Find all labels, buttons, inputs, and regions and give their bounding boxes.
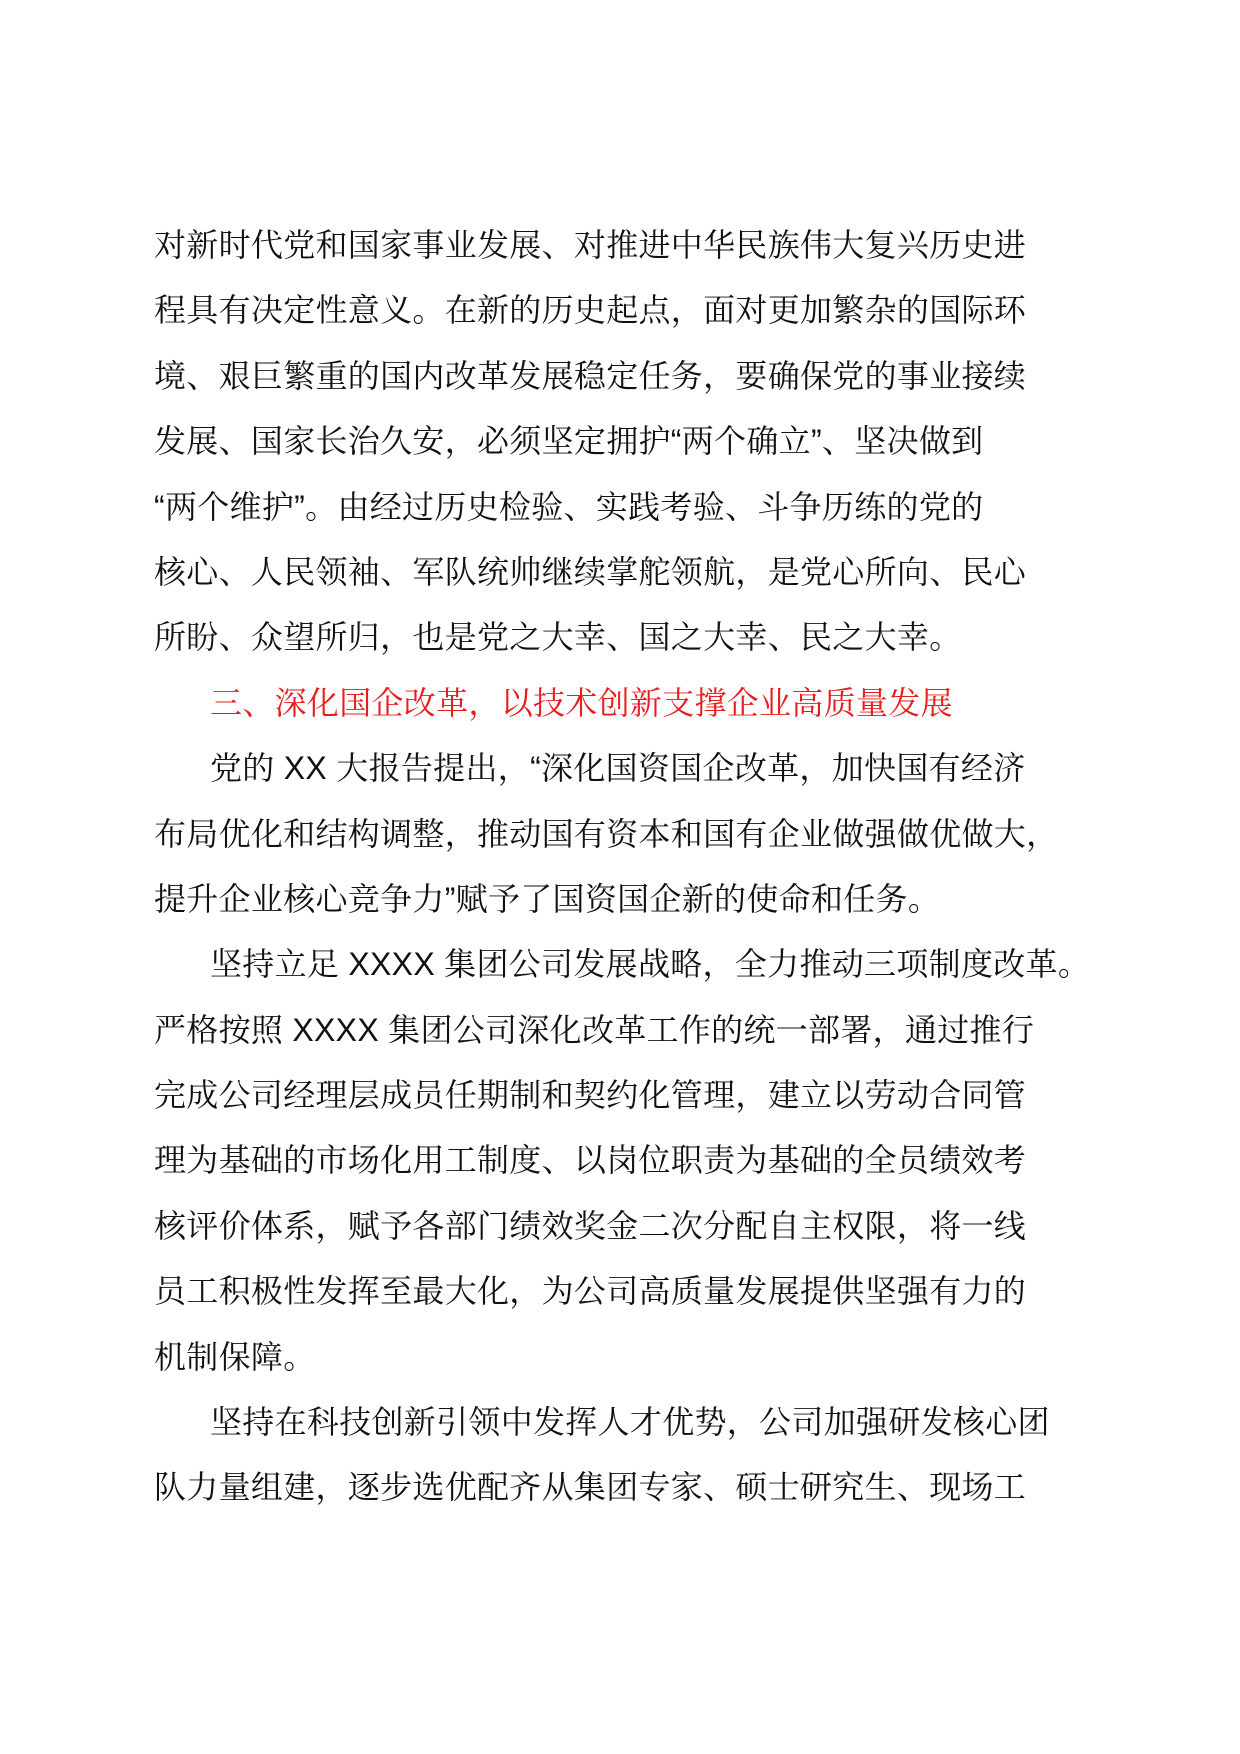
text-line: 队力量组建，逐步选优配齐从集团专家、硕士研究生、现场工 [154,1469,1027,1506]
section-heading-text: 三、深化国企改革，以技术创新支撑企业高质量发展 [210,684,953,721]
text-line: 党的 XX 大报告提出，“深化国资国企改革，加快国有经济 [210,750,1026,787]
text-line: 理为基础的市场化用工制度、以岗位职责为基础的全员绩效考 [154,1142,1027,1179]
text-line: 完成公司经理层成员任期制和契约化管理，建立以劳动合同管 [154,1077,1027,1114]
text-line: 布局优化和结构调整，推动国有资本和国有企业做强做优做大， [154,815,1059,852]
text-line: 程具有决定性意义。在新的历史起点，面对更加繁杂的国际环 [154,292,1027,329]
text-line: 坚持在科技创新引领中发挥人才优势，公司加强研发核心团 [210,1404,1050,1441]
paragraph [154,736,1154,932]
text-line: 员工积极性发挥至最大化，为公司高质量发展提供坚强有力的 [154,1273,1027,1310]
text-line: 对新时代党和国家事业发展、对推进中华民族伟大复兴历史进 [154,227,1027,263]
paragraph [154,213,1154,671]
text-line: 坚持立足 XXXX 集团公司发展战略，全力推动三项制度改革。 [210,946,1091,983]
document-body [154,213,1154,1521]
section-heading [154,671,1154,736]
paragraph [154,1390,1154,1521]
text-line: 机制保障。 [154,1338,316,1375]
text-line: 境、艰巨繁重的国内改革发展稳定任务，要确保党的事业接续 [154,357,1027,394]
text-line: 所盼、众望所归，也是党之大幸、国之大幸、民之大幸。 [154,619,962,656]
text-line: 发展、国家长治久安，必须坚定拥护“两个确立”、坚决做到 [154,423,984,460]
text-line: 核心、人民领袖、军队统帅继续掌舵领航，是党心所向、民心 [154,553,1027,590]
text-line: 核评价体系，赋予各部门绩效奖金二次分配自主权限，将一线 [154,1207,1027,1244]
text-line: 严格按照 XXXX 集团公司深化改革工作的统一部署，通过推行 [154,1011,1035,1048]
text-line: 提升企业核心竞争力”赋予了国资国企新的使命和任务。 [154,880,941,917]
paragraph [154,932,1154,1390]
text-line: “两个维护”。由经过历史检验、实践考验、斗争历练的党的 [154,488,984,525]
